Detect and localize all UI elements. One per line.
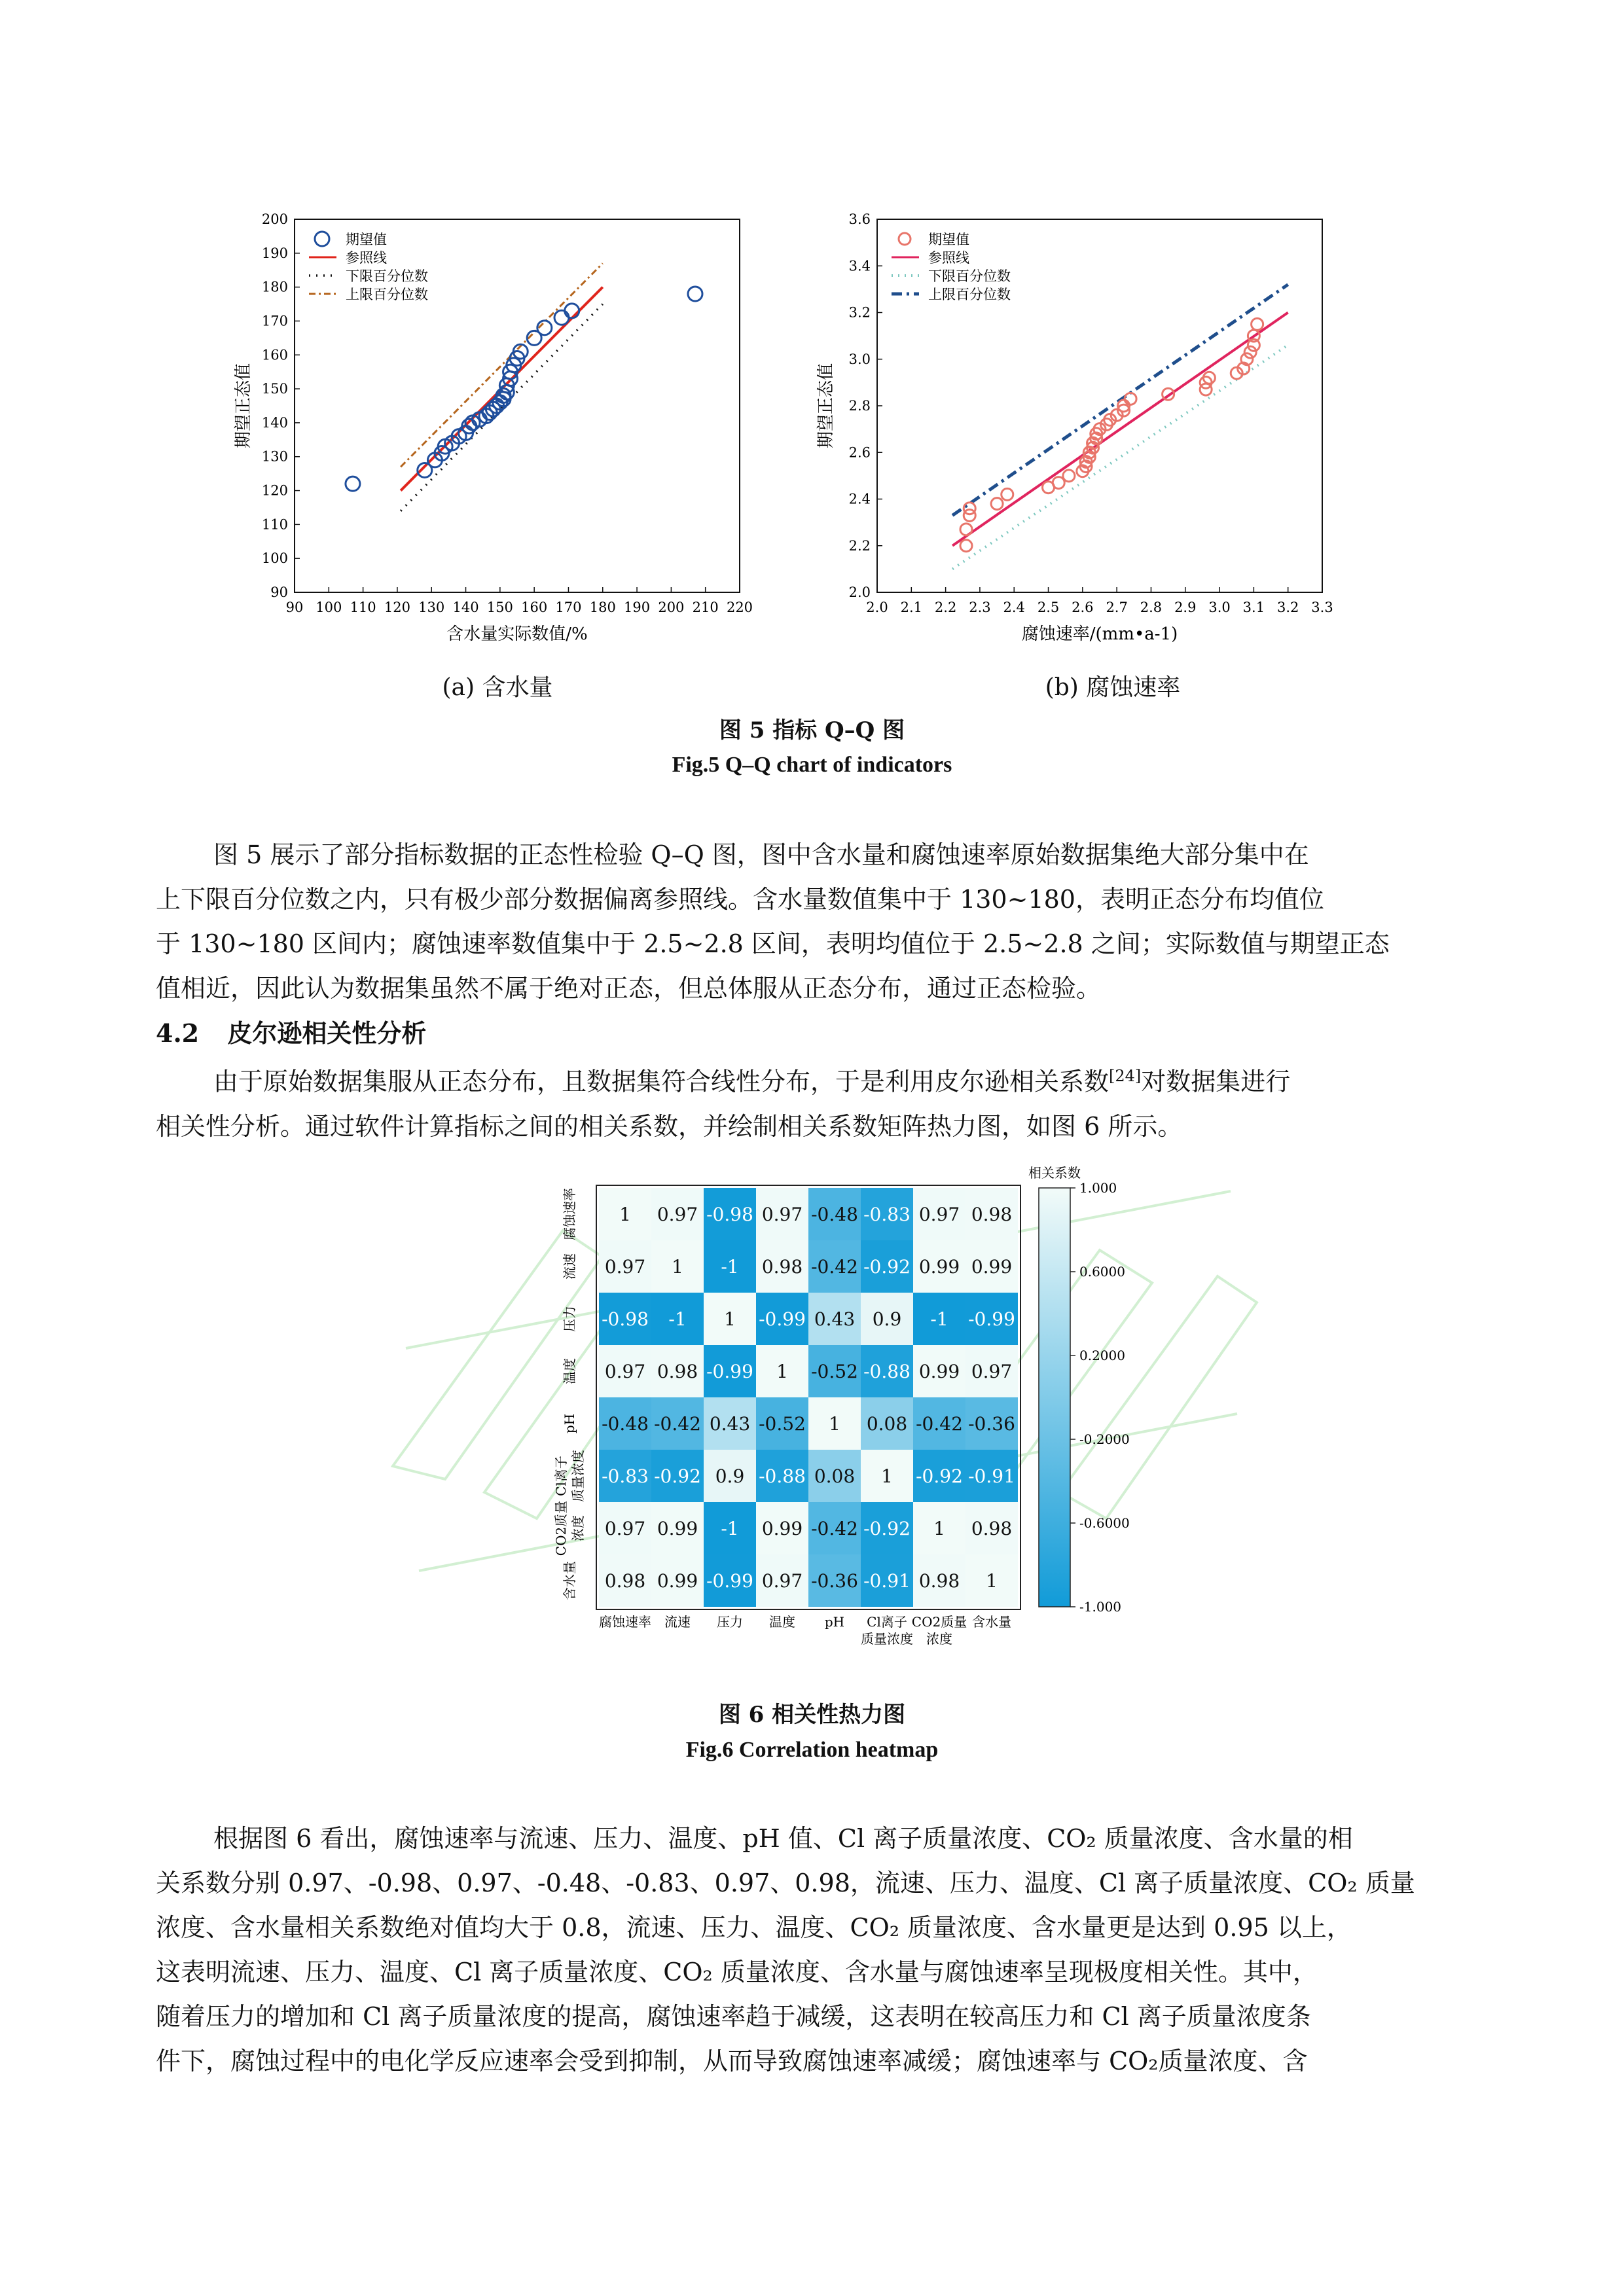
x-axis-label: 含水量 [972, 1614, 1011, 1630]
y-axis-label: 流速 [562, 1253, 577, 1280]
heatmap-value: 0.99 [657, 1518, 698, 1539]
qq-chart-corrosion-rate [805, 196, 1368, 668]
paragraph-pearson-intro [156, 1054, 1468, 1149]
y-tick-label: 2.4 [848, 491, 871, 507]
legend-label: 上限百分位数 [928, 287, 1011, 302]
text-line [156, 1054, 1468, 1104]
heatmap-value: -0.52 [811, 1361, 858, 1382]
legend-label: 下限百分位数 [928, 268, 1011, 284]
y-tick-label: 3.4 [848, 258, 871, 274]
heatmap-value: 0.97 [604, 1518, 646, 1539]
x-axis-label: 质量浓度 [861, 1631, 913, 1647]
y-tick-label: 110 [261, 516, 288, 533]
heatmap-value: -0.99 [706, 1570, 753, 1592]
heatmap-value: 0.98 [604, 1570, 646, 1592]
heatmap-value: -0.42 [916, 1413, 963, 1435]
y-axis-label: 压力 [562, 1306, 577, 1332]
heatmap-value: 0.98 [657, 1361, 698, 1382]
panel-b-label: (b) 腐蚀速率 [1045, 674, 1181, 701]
heatmap-value: -1 [721, 1256, 739, 1278]
heatmap-value: -0.83 [863, 1204, 911, 1225]
heatmap-value: 0.98 [971, 1204, 1013, 1225]
x-axis-label: pH [824, 1614, 845, 1630]
x-axis-label: 含水量实际数值/% [446, 624, 588, 644]
heatmap-value: 0.97 [761, 1204, 803, 1225]
lower-percentile-line [401, 304, 603, 511]
x-tick-label: 170 [555, 600, 582, 615]
fig5-caption-cn: 图 5 指标 Q–Q 图 [719, 717, 905, 744]
heatmap-value: -0.91 [968, 1465, 1015, 1487]
x-tick-label: 90 [285, 600, 304, 615]
y-tick-label: 2.8 [848, 398, 871, 414]
heatmap-value: 0.97 [971, 1361, 1013, 1382]
x-axis-label: 流速 [664, 1614, 691, 1630]
heatmap-value: 0.97 [604, 1361, 646, 1382]
paragraph-qq-description [156, 833, 1468, 1011]
y-axis-label: CO2质量 [553, 1500, 569, 1556]
heatmap-value: -0.83 [602, 1465, 649, 1487]
colorbar-tick-label: 0.6000 [1079, 1264, 1125, 1280]
fig6-caption-cn: 图 6 相关性热力图 [718, 1702, 906, 1728]
heatmap-value: -0.36 [968, 1413, 1015, 1435]
heatmap-value: 1 [776, 1361, 788, 1382]
qq-chart-water-content [223, 196, 785, 668]
heatmap-value: -0.98 [706, 1204, 753, 1225]
data-point [1252, 318, 1263, 330]
x-tick-label: 2.2 [934, 600, 957, 615]
legend-label: 上限百分位数 [346, 287, 428, 302]
y-tick-label: 3.2 [848, 304, 871, 321]
colorbar-tick-label: -0.6000 [1079, 1515, 1130, 1531]
heatmap-value: 1 [933, 1518, 945, 1539]
heatmap-value: 0.97 [918, 1204, 960, 1225]
heatmap-value: 0.08 [866, 1413, 908, 1435]
heatmap-value: 0.97 [761, 1570, 803, 1592]
colorbar-tick-label: -0.2000 [1079, 1431, 1130, 1447]
heatmap-value: 0.9 [715, 1465, 745, 1487]
x-tick-label: 160 [521, 600, 548, 615]
y-tick-label: 200 [261, 211, 288, 227]
heatmap-value: 0.98 [971, 1518, 1013, 1539]
y-axis-label: 期望正态值 [234, 363, 253, 449]
heatmap-value: -0.99 [968, 1308, 1015, 1330]
text-line: 随着压力的增加和 Cl 离子质量浓度的提高，腐蚀速率趋于减缓，这表明在较高压力和 Cl 离子质量浓度条 [156, 2002, 1311, 2031]
heatmap-value: 0.97 [657, 1204, 698, 1225]
text-line: 于 130~180 区间内；腐蚀速率数值集中于 2.5~2.8 区间，表明均值位于 2.5~2.8 之间；实际数值与期望正态 [156, 929, 1390, 958]
x-tick-label: 200 [658, 600, 685, 615]
x-tick-label: 220 [726, 600, 753, 615]
heatmap-value: -0.36 [811, 1570, 858, 1592]
legend-label: 下限百分位数 [346, 268, 428, 284]
x-tick-label: 2.8 [1140, 600, 1163, 615]
x-tick-label: 210 [692, 600, 719, 615]
y-tick-label: 2.6 [848, 444, 871, 461]
heatmap-value: -0.99 [706, 1361, 753, 1382]
x-tick-label: 2.9 [1174, 600, 1197, 615]
x-axis-label: 浓度 [926, 1631, 952, 1647]
heatmap-value: -0.91 [863, 1570, 911, 1592]
data-point [1063, 470, 1075, 482]
heatmap-value: -0.42 [654, 1413, 701, 1435]
x-tick-label: 2.4 [1003, 600, 1025, 615]
heatmap-value: 0.97 [604, 1256, 646, 1278]
heatmap-value: -0.92 [916, 1465, 963, 1487]
heatmap-value: -0.98 [602, 1308, 649, 1330]
heatmap-value: 0.98 [918, 1570, 960, 1592]
heatmap-value: -1 [668, 1308, 687, 1330]
reference-line [952, 313, 1288, 546]
data-point [960, 524, 972, 535]
panel-a-label: (a) 含水量 [442, 674, 553, 701]
heatmap-value: -0.48 [602, 1413, 649, 1435]
y-tick-label: 100 [261, 550, 288, 567]
text-line: 根据图 6 看出，腐蚀速率与流速、压力、温度、pH 值、Cl 离子质量浓度、CO₂ 质量浓度、含水量的相 [213, 1824, 1353, 1853]
x-tick-label: 190 [624, 600, 651, 615]
text-segment: 由于原始数据集服从正态分布，且数据集符合线性分布，于是利用皮尔逊相关系数 [213, 1067, 1110, 1096]
legend-marker-points [899, 233, 911, 245]
upper-percentile-line [401, 263, 603, 467]
x-tick-label: 3.0 [1208, 600, 1231, 615]
x-tick-label: 110 [350, 600, 376, 615]
data-point [964, 503, 975, 514]
data-point [1001, 488, 1013, 500]
data-point [1125, 393, 1136, 404]
x-axis-label: 腐蚀速率 [599, 1614, 651, 1630]
y-axis-label: 质量浓度 [570, 1450, 586, 1502]
section-title: 皮尔逊相关性分析 [227, 1018, 427, 1048]
x-tick-label: 3.1 [1242, 600, 1265, 615]
x-tick-label: 140 [452, 600, 479, 615]
heatmap-value: 1 [724, 1308, 736, 1330]
heatmap-value: -1 [930, 1308, 948, 1330]
y-axis-label: 浓度 [570, 1515, 586, 1541]
heatmap-value: 0.99 [657, 1570, 698, 1592]
x-tick-label: 2.5 [1037, 600, 1060, 615]
data-point [688, 287, 702, 301]
text-line: 上下限百分位数之内，只有极少部分数据偏离参照线。含水量数值集中于 130~180，表明正态分布均值位 [156, 885, 1324, 914]
text-line: 相关性分析。通过软件计算指标之间的相关系数，并绘制相关系数矩阵热力图，如图 6 所示。 [156, 1111, 1183, 1141]
section-number: 4.2 [156, 1018, 200, 1048]
heatmap-value: 0.98 [761, 1256, 803, 1278]
x-axis-label: 压力 [717, 1614, 743, 1630]
x-tick-label: 2.3 [969, 600, 991, 615]
heatmap-value: -0.92 [863, 1256, 911, 1278]
data-point [565, 304, 579, 318]
data-point [346, 476, 360, 491]
x-tick-label: 2.0 [866, 600, 888, 615]
data-point [1244, 346, 1256, 358]
heatmap-value: 1 [829, 1413, 840, 1435]
heatmap-value: 0.43 [814, 1308, 856, 1330]
y-axis-label: Cl离子 [553, 1456, 569, 1496]
heatmap-value: 0.99 [918, 1361, 960, 1382]
legend-label: 期望值 [928, 232, 969, 247]
heatmap-value: 0.43 [709, 1413, 751, 1435]
x-tick-label: 100 [316, 600, 342, 615]
y-tick-label: 140 [261, 414, 288, 431]
heatmap-value: 0.99 [971, 1256, 1013, 1278]
x-tick-label: 130 [418, 600, 445, 615]
heatmap-value: 1 [672, 1256, 683, 1278]
x-axis-label: CO2质量 [911, 1614, 967, 1630]
legend-marker-points [315, 232, 329, 246]
colorbar-tick-label: 1.000 [1079, 1180, 1117, 1196]
section-heading [156, 1013, 426, 1049]
text-line: 关系数分别 0.97、-0.98、0.97、-0.48、-0.83、0.97、0.98，流速、压力、温度、Cl 离子质量浓度、CO₂ 质量 [156, 1869, 1415, 1897]
heatmap-value: 1 [619, 1204, 631, 1225]
y-axis-label: 含水量 [562, 1561, 577, 1600]
heatmap-value: -0.42 [811, 1518, 858, 1539]
y-tick-label: 2.2 [848, 537, 871, 554]
x-axis-label: 温度 [769, 1614, 795, 1630]
paragraph-correlation-results [156, 1816, 1468, 2083]
colorbar-tick-label: 0.2000 [1079, 1348, 1125, 1363]
heatmap-value: -1 [721, 1518, 739, 1539]
heatmap-value: -0.92 [863, 1518, 911, 1539]
correlation-heatmap [524, 1162, 1130, 1659]
y-axis-label: 温度 [562, 1358, 577, 1384]
y-axis-label: pH [562, 1413, 577, 1434]
text-line: 件下，腐蚀过程中的电化学反应速率会受到抑制，从而导致腐蚀速率减缓；腐蚀速率与 CO₂质量浓度、含 [156, 2047, 1308, 2075]
colorbar [1039, 1188, 1070, 1607]
heatmap-value: -0.99 [759, 1308, 806, 1330]
legend-label: 参照线 [928, 250, 969, 266]
y-tick-label: 150 [261, 381, 288, 397]
x-axis-label: 腐蚀速率/(mm•a-1) [1021, 624, 1178, 644]
y-tick-label: 180 [261, 279, 288, 295]
text-segment: 对数据集进行 [1141, 1067, 1291, 1096]
y-tick-label: 90 [270, 584, 288, 600]
y-tick-label: 120 [261, 482, 288, 499]
text-line: 这表明流速、压力、温度、Cl 离子质量浓度、CO₂ 质量浓度、含水量与腐蚀速率呈现极度相关性。其中， [156, 1958, 1318, 1986]
y-axis-label: 腐蚀速率 [562, 1188, 577, 1240]
text-line: 图 5 展示了部分指标数据的正态性检验 Q–Q 图，图中含水量和腐蚀速率原始数据集绝大部分集中在 [213, 840, 1309, 869]
colorbar-title: 相关系数 [1028, 1165, 1081, 1181]
x-tick-label: 2.6 [1072, 600, 1094, 615]
x-axis-label: Cl离子 [867, 1614, 907, 1630]
text-line: 浓度、含水量相关系数绝对值均大于 0.8，流速、压力、温度、CO₂ 质量浓度、含水量更是达到 0.95 以上， [156, 1913, 1352, 1942]
heatmap-value: -0.92 [654, 1465, 701, 1487]
x-tick-label: 150 [486, 600, 513, 615]
heatmap-value: 1 [881, 1465, 893, 1487]
y-tick-label: 170 [261, 313, 288, 329]
x-tick-label: 2.1 [900, 600, 923, 615]
legend-label: 期望值 [346, 232, 387, 247]
y-tick-label: 3.0 [848, 351, 871, 367]
x-tick-label: 120 [384, 600, 410, 615]
legend-label: 参照线 [346, 250, 387, 266]
data-point [960, 540, 972, 552]
heatmap-value: 0.08 [814, 1465, 856, 1487]
heatmap-value: 0.99 [918, 1256, 960, 1278]
heatmap-value: 0.9 [872, 1308, 902, 1330]
x-tick-label: 3.3 [1311, 600, 1333, 615]
y-tick-label: 3.6 [848, 211, 871, 227]
x-tick-label: 3.2 [1276, 600, 1299, 615]
x-tick-label: 180 [589, 600, 616, 615]
heatmap-value: -0.52 [759, 1413, 806, 1435]
heatmap-value: 1 [986, 1570, 998, 1592]
y-axis-label: 期望正态值 [816, 363, 836, 449]
fig6-caption-en: Fig.6 Correlation heatmap [685, 1738, 939, 1762]
x-tick-label: 2.7 [1106, 600, 1128, 615]
heatmap-value: -0.88 [759, 1465, 806, 1487]
y-tick-label: 130 [261, 448, 288, 465]
data-point [554, 310, 569, 325]
heatmap-value: -0.88 [863, 1361, 911, 1382]
y-tick-label: 2.0 [848, 584, 871, 600]
citation-ref[interactable]: [24] [1109, 1067, 1142, 1085]
data-point [991, 498, 1003, 510]
fig5-caption-en: Fig.5 Q–Q chart of indicators [672, 753, 952, 777]
y-tick-label: 160 [261, 347, 288, 363]
heatmap-value: -0.48 [811, 1204, 858, 1225]
text-line: 值相近，因此认为数据集虽然不属于绝对正态，但总体服从正态分布，通过正态检验。 [156, 974, 1102, 1003]
heatmap-value: -0.42 [811, 1256, 858, 1278]
y-tick-label: 190 [261, 245, 288, 261]
colorbar-tick-label: -1.000 [1079, 1599, 1122, 1615]
heatmap-value: 0.99 [761, 1518, 803, 1539]
